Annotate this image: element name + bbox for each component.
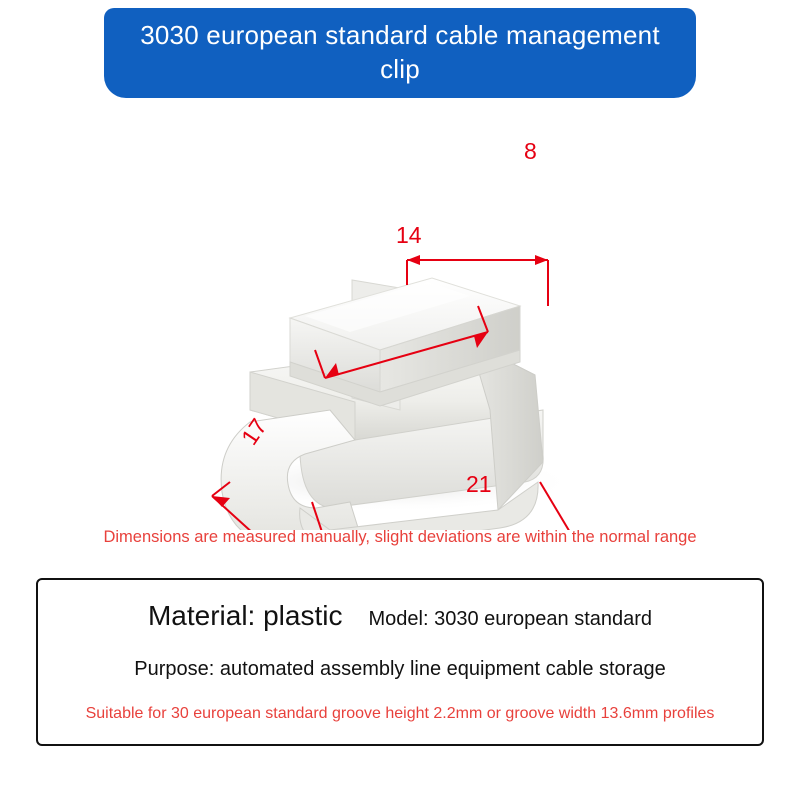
dimension-label-length-top: 14: [396, 222, 422, 248]
dimension-label-depth: 17: [236, 413, 272, 450]
clip-diagram: [0, 110, 800, 530]
header-banner: [104, 8, 696, 98]
page-title: 3030 european standard cable management clip: [140, 20, 660, 84]
spec-row-primary: [38, 600, 762, 632]
measurement-note: Dimensions are measured manually, slight deviations are within the normal range: [103, 528, 697, 546]
specification-box: [36, 578, 764, 746]
dimension-label-width-top: 8: [524, 138, 537, 164]
suitable-label: Suitable for 30 european standard groove height 2.2mm or groove width 13.6mm profiles: [85, 705, 715, 722]
dimension-label-length-base: 21: [466, 471, 492, 497]
material-label: Material: plastic: [147, 600, 343, 631]
model-label: Model: 3030 european standard: [368, 608, 653, 630]
purpose-label: Purpose: automated assembly line equipment cable storage: [134, 658, 666, 680]
product-illustration: [0, 110, 800, 530]
